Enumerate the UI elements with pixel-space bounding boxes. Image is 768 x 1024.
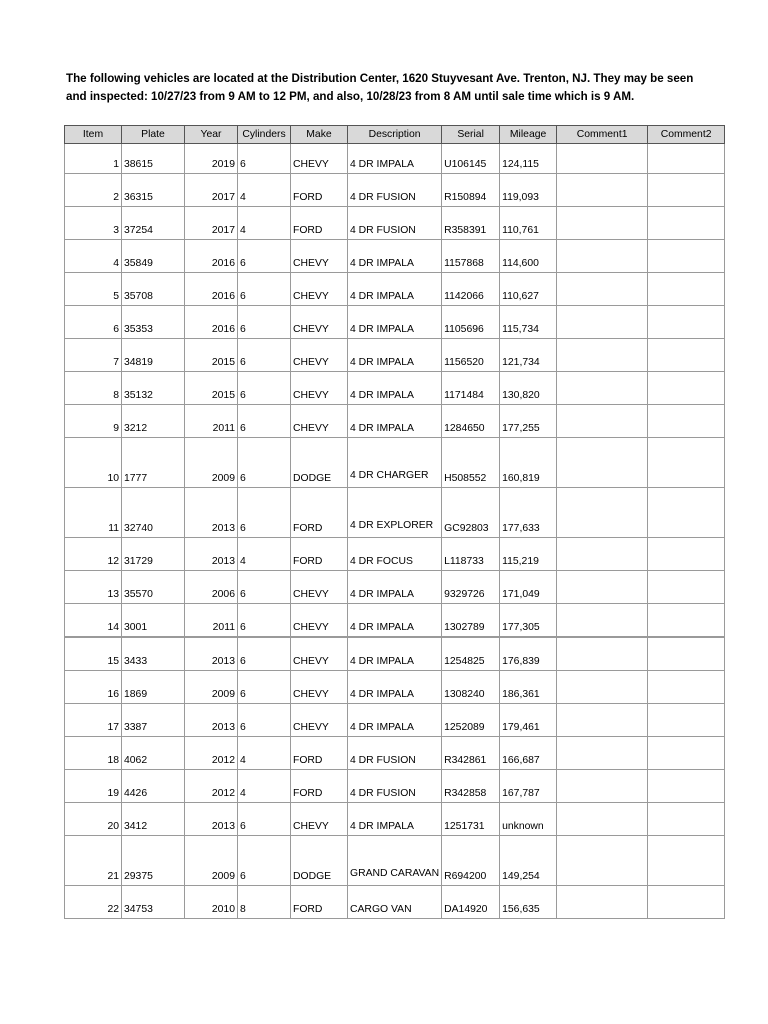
- cell-mileage: 124,115: [500, 144, 557, 174]
- header-row: [65, 126, 725, 144]
- cell-make: CHEVY: [291, 405, 348, 438]
- cell-item: 6: [65, 306, 122, 339]
- cell-serial: R358391: [442, 207, 500, 240]
- cell-year: 2011: [185, 604, 238, 638]
- header-comment2: Comment2: [648, 126, 725, 144]
- cell-comment2: [648, 737, 725, 770]
- cell-mileage: 176,839: [500, 637, 557, 671]
- cell-plate: 37254: [122, 207, 185, 240]
- cell-description: 4 DR FUSION: [348, 770, 442, 803]
- cell-plate: 32740: [122, 488, 185, 538]
- cell-plate: 36315: [122, 174, 185, 207]
- cell-description: 4 DR IMPALA: [348, 339, 442, 372]
- cell-plate: 3412: [122, 803, 185, 836]
- cell-item: 12: [65, 538, 122, 571]
- table-row: [65, 538, 725, 571]
- header-cylinders: Cylinders: [238, 126, 291, 144]
- cell-year: 2011: [185, 405, 238, 438]
- cell-item: 8: [65, 372, 122, 405]
- cell-make: CHEVY: [291, 339, 348, 372]
- cell-mileage: 171,049: [500, 571, 557, 604]
- table-row: [65, 836, 725, 886]
- cell-item: 22: [65, 886, 122, 919]
- cell-cylinders: 6: [238, 273, 291, 306]
- cell-serial: R694200: [442, 836, 500, 886]
- table-row: [65, 144, 725, 174]
- cell-comment2: [648, 273, 725, 306]
- cell-mileage: 121,734: [500, 339, 557, 372]
- cell-comment2: [648, 339, 725, 372]
- cell-comment1: [557, 144, 648, 174]
- cell-cylinders: 6: [238, 671, 291, 704]
- cell-item: 5: [65, 273, 122, 306]
- cell-year: 2017: [185, 207, 238, 240]
- cell-plate: 34753: [122, 886, 185, 919]
- cell-make: CHEVY: [291, 637, 348, 671]
- cell-comment1: [557, 207, 648, 240]
- cell-serial: 9329726: [442, 571, 500, 604]
- cell-plate: 4062: [122, 737, 185, 770]
- cell-plate: 3433: [122, 637, 185, 671]
- cell-comment2: [648, 438, 725, 488]
- cell-comment2: [648, 372, 725, 405]
- cell-cylinders: 4: [238, 207, 291, 240]
- cell-plate: 3212: [122, 405, 185, 438]
- cell-comment1: [557, 273, 648, 306]
- cell-cylinders: 4: [238, 538, 291, 571]
- table-row: [65, 637, 725, 671]
- table-row: [65, 571, 725, 604]
- cell-comment2: [648, 306, 725, 339]
- cell-make: CHEVY: [291, 144, 348, 174]
- cell-make: CHEVY: [291, 273, 348, 306]
- cell-serial: DA14920: [442, 886, 500, 919]
- cell-description: 4 DR IMPALA: [348, 306, 442, 339]
- table-row: [65, 704, 725, 737]
- table-row: [65, 770, 725, 803]
- cell-year: 2013: [185, 803, 238, 836]
- cell-mileage: 115,219: [500, 538, 557, 571]
- cell-cylinders: 6: [238, 339, 291, 372]
- cell-comment2: [648, 405, 725, 438]
- cell-make: CHEVY: [291, 604, 348, 638]
- cell-cylinders: 6: [238, 438, 291, 488]
- cell-year: 2016: [185, 273, 238, 306]
- cell-year: 2012: [185, 770, 238, 803]
- header-year: Year: [185, 126, 238, 144]
- cell-plate: 3387: [122, 704, 185, 737]
- cell-mileage: 166,687: [500, 737, 557, 770]
- cell-year: 2012: [185, 737, 238, 770]
- cell-make: CHEVY: [291, 671, 348, 704]
- table-row: [65, 174, 725, 207]
- cell-serial: GC92803: [442, 488, 500, 538]
- cell-year: 2009: [185, 671, 238, 704]
- cell-item: 2: [65, 174, 122, 207]
- cell-make: DODGE: [291, 438, 348, 488]
- cell-plate: 35570: [122, 571, 185, 604]
- cell-plate: 34819: [122, 339, 185, 372]
- cell-mileage: 130,820: [500, 372, 557, 405]
- cell-cylinders: 6: [238, 306, 291, 339]
- cell-item: 1: [65, 144, 122, 174]
- cell-mileage: 177,305: [500, 604, 557, 638]
- cell-cylinders: 6: [238, 836, 291, 886]
- cell-year: 2013: [185, 637, 238, 671]
- cell-comment1: [557, 737, 648, 770]
- cell-serial: 1252089: [442, 704, 500, 737]
- cell-serial: 1142066: [442, 273, 500, 306]
- cell-item: 21: [65, 836, 122, 886]
- cell-year: 2019: [185, 144, 238, 174]
- cell-serial: H508552: [442, 438, 500, 488]
- cell-description: 4 DR IMPALA: [348, 240, 442, 273]
- cell-comment2: [648, 770, 725, 803]
- cell-year: 2017: [185, 174, 238, 207]
- cell-cylinders: 6: [238, 604, 291, 638]
- cell-year: 2013: [185, 704, 238, 737]
- table-row: [65, 488, 725, 538]
- cell-item: 10: [65, 438, 122, 488]
- cell-make: CHEVY: [291, 306, 348, 339]
- cell-serial: R150894: [442, 174, 500, 207]
- intro-line-2: and inspected: 10/27/23 from 9 AM to 12 PM, and also, 10/28/23 from 8 AM until sale time which is 9 AM.: [66, 90, 635, 103]
- cell-comment1: [557, 488, 648, 538]
- cell-plate: 1777: [122, 438, 185, 488]
- cell-make: CHEVY: [291, 240, 348, 273]
- cell-item: 13: [65, 571, 122, 604]
- cell-description: 4 DR IMPALA: [348, 273, 442, 306]
- cell-serial: U106145: [442, 144, 500, 174]
- cell-description: 4 DR IMPALA: [348, 671, 442, 704]
- cell-mileage: 115,734: [500, 306, 557, 339]
- header-item: Item: [65, 126, 122, 144]
- cell-comment1: [557, 604, 648, 638]
- cell-mileage: 110,627: [500, 273, 557, 306]
- cell-plate: 3001: [122, 604, 185, 638]
- cell-year: 2016: [185, 240, 238, 273]
- cell-description: CARGO VAN: [348, 886, 442, 919]
- cell-plate: 35849: [122, 240, 185, 273]
- cell-description: 4 DR EXPLORER: [348, 488, 442, 538]
- cell-year: 2015: [185, 372, 238, 405]
- cell-item: 7: [65, 339, 122, 372]
- table-row: [65, 438, 725, 488]
- cell-description: 4 DR FOCUS: [348, 538, 442, 571]
- cell-make: CHEVY: [291, 372, 348, 405]
- cell-item: 15: [65, 637, 122, 671]
- cell-item: 3: [65, 207, 122, 240]
- cell-cylinders: 6: [238, 803, 291, 836]
- cell-item: 17: [65, 704, 122, 737]
- cell-cylinders: 6: [238, 488, 291, 538]
- cell-plate: 4426: [122, 770, 185, 803]
- cell-comment2: [648, 207, 725, 240]
- table-row: [65, 240, 725, 273]
- cell-mileage: 156,635: [500, 886, 557, 919]
- cell-make: CHEVY: [291, 704, 348, 737]
- table-row: [65, 372, 725, 405]
- header-plate: Plate: [122, 126, 185, 144]
- header-mileage: Mileage: [500, 126, 557, 144]
- cell-comment2: [648, 836, 725, 886]
- cell-cylinders: 6: [238, 405, 291, 438]
- cell-comment2: [648, 704, 725, 737]
- cell-mileage: 114,600: [500, 240, 557, 273]
- cell-description: 4 DR IMPALA: [348, 372, 442, 405]
- cell-comment1: [557, 770, 648, 803]
- vehicle-table: [64, 125, 725, 919]
- cell-comment1: [557, 306, 648, 339]
- cell-cylinders: 6: [238, 240, 291, 273]
- cell-comment1: [557, 886, 648, 919]
- cell-description: 4 DR IMPALA: [348, 144, 442, 174]
- table-row: [65, 803, 725, 836]
- cell-item: 18: [65, 737, 122, 770]
- cell-make: FORD: [291, 207, 348, 240]
- cell-plate: 35708: [122, 273, 185, 306]
- cell-item: 20: [65, 803, 122, 836]
- cell-comment1: [557, 339, 648, 372]
- cell-item: 19: [65, 770, 122, 803]
- cell-mileage: 177,255: [500, 405, 557, 438]
- cell-make: FORD: [291, 770, 348, 803]
- cell-description: 4 DR FUSION: [348, 737, 442, 770]
- table-row: [65, 339, 725, 372]
- cell-comment2: [648, 144, 725, 174]
- cell-serial: 1156520: [442, 339, 500, 372]
- cell-make: DODGE: [291, 836, 348, 886]
- cell-item: 9: [65, 405, 122, 438]
- cell-item: 11: [65, 488, 122, 538]
- cell-make: FORD: [291, 886, 348, 919]
- cell-comment2: [648, 637, 725, 671]
- cell-year: 2013: [185, 488, 238, 538]
- intro-line-1: The following vehicles are located at the Distribution Center, 1620 Stuyvesant Ave. Trenton, NJ. They may be seen: [66, 72, 694, 85]
- cell-comment2: [648, 240, 725, 273]
- cell-year: 2013: [185, 538, 238, 571]
- cell-serial: 1251731: [442, 803, 500, 836]
- cell-description: 4 DR IMPALA: [348, 637, 442, 671]
- cell-plate: 1869: [122, 671, 185, 704]
- cell-mileage: 179,461: [500, 704, 557, 737]
- table-row: [65, 405, 725, 438]
- cell-comment2: [648, 538, 725, 571]
- cell-serial: R342861: [442, 737, 500, 770]
- cell-comment1: [557, 571, 648, 604]
- header-serial: Serial: [442, 126, 500, 144]
- cell-year: 2009: [185, 438, 238, 488]
- cell-comment1: [557, 704, 648, 737]
- table-row: [65, 886, 725, 919]
- cell-mileage: 149,254: [500, 836, 557, 886]
- cell-item: 4: [65, 240, 122, 273]
- cell-plate: 35132: [122, 372, 185, 405]
- cell-comment1: [557, 836, 648, 886]
- cell-plate: 29375: [122, 836, 185, 886]
- table-row: [65, 737, 725, 770]
- cell-item: 16: [65, 671, 122, 704]
- cell-cylinders: 8: [238, 886, 291, 919]
- table-row: [65, 207, 725, 240]
- cell-comment1: [557, 637, 648, 671]
- cell-comment2: [648, 174, 725, 207]
- cell-serial: 1284650: [442, 405, 500, 438]
- cell-description: 4 DR IMPALA: [348, 803, 442, 836]
- cell-year: 2016: [185, 306, 238, 339]
- cell-serial: L118733: [442, 538, 500, 571]
- cell-comment2: [648, 488, 725, 538]
- cell-description: 4 DR IMPALA: [348, 405, 442, 438]
- cell-year: 2015: [185, 339, 238, 372]
- cell-cylinders: 6: [238, 704, 291, 737]
- intro-text: [66, 70, 716, 106]
- cell-comment1: [557, 671, 648, 704]
- cell-item: 14: [65, 604, 122, 638]
- cell-mileage: 160,819: [500, 438, 557, 488]
- cell-cylinders: 4: [238, 174, 291, 207]
- cell-comment2: [648, 671, 725, 704]
- cell-cylinders: 6: [238, 372, 291, 405]
- cell-cylinders: 6: [238, 144, 291, 174]
- header-description: Description: [348, 126, 442, 144]
- cell-mileage: 177,633: [500, 488, 557, 538]
- cell-comment2: [648, 886, 725, 919]
- cell-comment1: [557, 174, 648, 207]
- cell-comment2: [648, 803, 725, 836]
- cell-cylinders: 4: [238, 770, 291, 803]
- cell-make: CHEVY: [291, 803, 348, 836]
- cell-description: 4 DR FUSION: [348, 207, 442, 240]
- table-row: [65, 671, 725, 704]
- cell-description: 4 DR IMPALA: [348, 604, 442, 638]
- cell-comment1: [557, 803, 648, 836]
- cell-mileage: 167,787: [500, 770, 557, 803]
- cell-comment1: [557, 405, 648, 438]
- cell-plate: 31729: [122, 538, 185, 571]
- cell-make: FORD: [291, 538, 348, 571]
- header-make: Make: [291, 126, 348, 144]
- cell-year: 2010: [185, 886, 238, 919]
- cell-serial: R342858: [442, 770, 500, 803]
- cell-description: 4 DR CHARGER: [348, 438, 442, 488]
- table-row: [65, 273, 725, 306]
- cell-plate: 35353: [122, 306, 185, 339]
- cell-plate: 38615: [122, 144, 185, 174]
- cell-serial: 1302789: [442, 604, 500, 638]
- cell-mileage: unknown: [500, 803, 557, 836]
- cell-serial: 1105696: [442, 306, 500, 339]
- header-comment1: Comment1: [557, 126, 648, 144]
- cell-comment1: [557, 240, 648, 273]
- cell-mileage: 119,093: [500, 174, 557, 207]
- cell-serial: 1308240: [442, 671, 500, 704]
- cell-year: 2006: [185, 571, 238, 604]
- cell-description: 4 DR IMPALA: [348, 571, 442, 604]
- cell-description: GRAND CARAVAN: [348, 836, 442, 886]
- cell-cylinders: 4: [238, 737, 291, 770]
- cell-description: 4 DR FUSION: [348, 174, 442, 207]
- vehicle-table-body: [65, 144, 725, 919]
- cell-serial: 1157868: [442, 240, 500, 273]
- cell-comment2: [648, 604, 725, 638]
- cell-comment1: [557, 538, 648, 571]
- cell-make: FORD: [291, 174, 348, 207]
- cell-mileage: 186,361: [500, 671, 557, 704]
- cell-cylinders: 6: [238, 637, 291, 671]
- cell-serial: 1254825: [442, 637, 500, 671]
- table-row: [65, 604, 725, 638]
- cell-make: FORD: [291, 737, 348, 770]
- cell-make: FORD: [291, 488, 348, 538]
- cell-cylinders: 6: [238, 571, 291, 604]
- cell-comment1: [557, 372, 648, 405]
- cell-mileage: 110,761: [500, 207, 557, 240]
- cell-year: 2009: [185, 836, 238, 886]
- cell-serial: 1171484: [442, 372, 500, 405]
- cell-comment1: [557, 438, 648, 488]
- table-row: [65, 306, 725, 339]
- cell-comment2: [648, 571, 725, 604]
- cell-description: 4 DR IMPALA: [348, 704, 442, 737]
- cell-make: CHEVY: [291, 571, 348, 604]
